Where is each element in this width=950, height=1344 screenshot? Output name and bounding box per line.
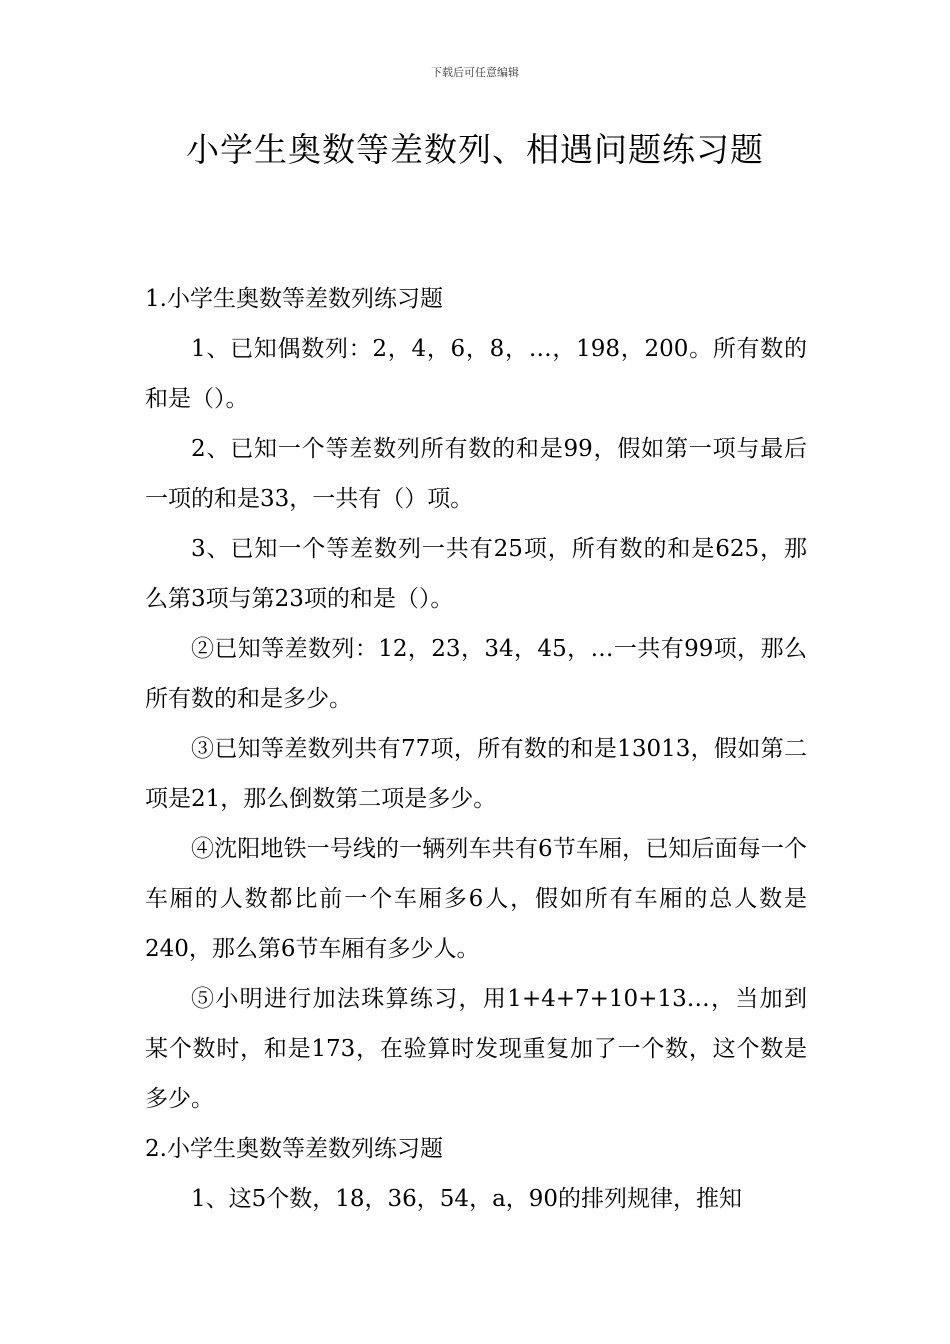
question-paragraph: ④沈阳地铁一号线的一辆列车共有6节车厢，已知后面每一个车厢的人数都比前一个车厢多6人，假如所有车厢的总人数是240，那么第6节车厢有多少人。 — [145, 836, 807, 962]
section-heading-2: 2.小学生奥数等差数列练习题 — [145, 1136, 443, 1162]
question-paragraph: ③已知等差数列共有77项，所有数的和是13013，假如第二项是21，那么倒数第二项是多少。 — [145, 736, 807, 812]
question-paragraph: ②已知等差数列：12，23，34，45，…一共有99项，那么所有数的和是多少。 — [145, 636, 807, 712]
document-title: 小学生奥数等差数列、相遇问题练习题 — [186, 130, 764, 169]
header-note: 下载后可任意编辑 — [431, 66, 519, 79]
question-paragraph: ⑤小明进行加法珠算练习，用1+4+7+10+13…，当加到某个数时，和是173，在验算时发现重复加了一个数，这个数是多少。 — [145, 986, 807, 1112]
question-paragraph: 3、已知一个等差数列一共有25项，所有数的和是625，那么第3项与第23项的和是（）。 — [145, 536, 807, 612]
question-paragraph: 1、已知偶数列：2，4，6，8，…，198，200。所有数的和是（）。 — [145, 336, 807, 412]
document-body — [145, 274, 807, 1224]
section-heading-1: 1.小学生奥数等差数列练习题 — [145, 286, 443, 312]
question-paragraph: 1、这5个数，18，36，54，a，90的排列规律，推知 — [191, 1186, 743, 1212]
question-paragraph: 2、已知一个等差数列所有数的和是99，假如第一项与最后一项的和是33，一共有（）项。 — [145, 436, 807, 512]
